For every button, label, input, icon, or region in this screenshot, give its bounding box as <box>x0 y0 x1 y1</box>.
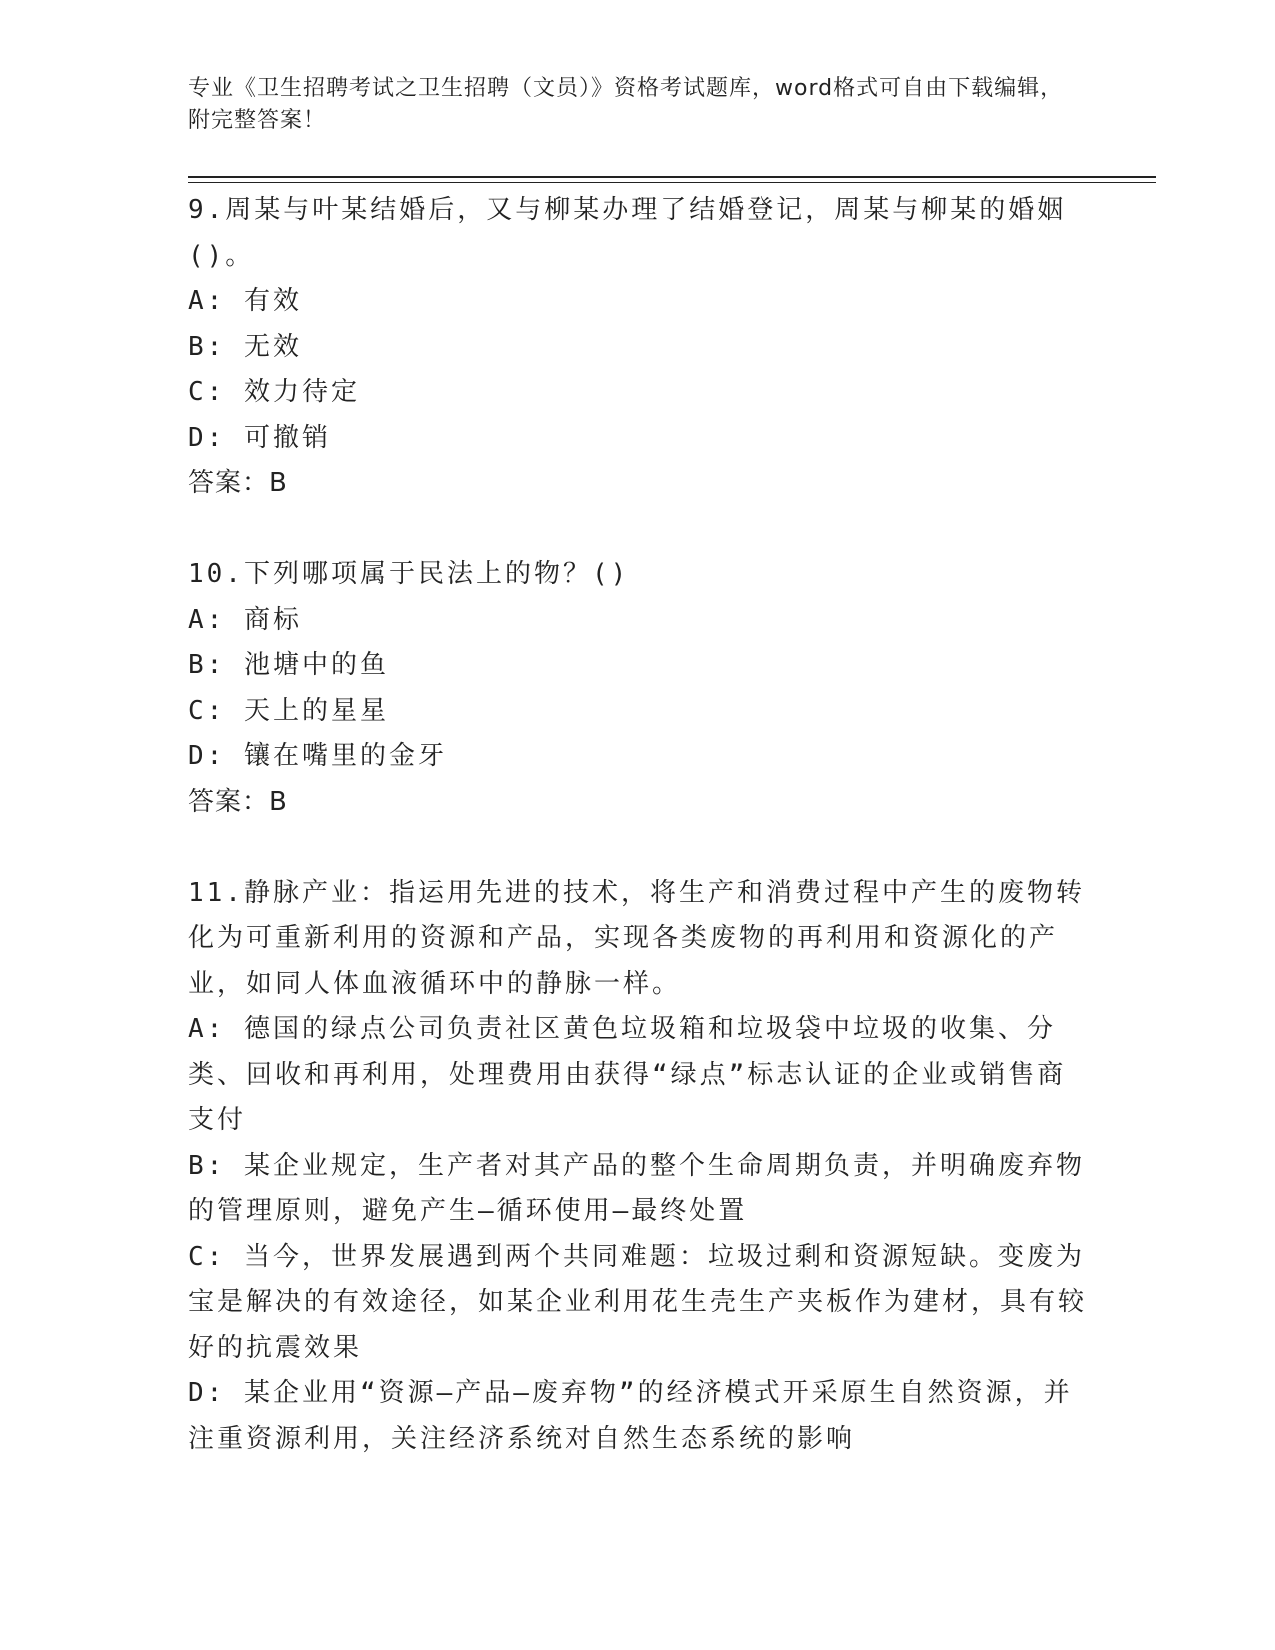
header-divider-thick <box>188 176 1156 178</box>
option-b: B: 某企业规定，生产者对其产品的整个生命周期负责，并明确废弃物的管理原则，避免产生—循环使用—最终处置 <box>188 1150 1085 1226</box>
header-divider-thin <box>188 182 1156 183</box>
option-d: D: 某企业用“资源—产品—废弃物”的经济模式开采原生自然资源，并注重资源利用，关注经济系统对自然生态系统的影响 <box>188 1378 1073 1454</box>
option-c: C: 天上的星星 <box>188 695 389 726</box>
option-d: D: 可撤销 <box>188 422 331 453</box>
question-stem: 9.周某与叶某结婚后，又与柳某办理了结婚登记，周某与柳某的婚姻()。 <box>188 195 1067 271</box>
question-stem: 11.静脉产业：指运用先进的技术，将生产和消费过程中产生的废物转化为可重新利用的资源和产品，实现各类废物的再利用和资源化的产业，如同人体血液循环中的静脉一样。 <box>188 877 1085 999</box>
option-a: A: 德国的绿点公司负责社区黄色垃圾箱和垃圾袋中垃圾的收集、分类、回收和再利用，处理费用由获得“绿点”标志认证的企业或销售商支付 <box>188 1014 1067 1135</box>
option-a: A: 商标 <box>188 604 302 635</box>
answer: 答案：B <box>188 786 288 817</box>
question-spacer <box>188 825 1088 871</box>
question-list <box>188 188 1088 1462</box>
question-stem: 10.下列哪项属于民法上的物？() <box>188 559 630 589</box>
question-spacer <box>188 507 1088 553</box>
option-b: B: 无效 <box>188 331 302 362</box>
answer: 答案：B <box>188 468 288 498</box>
option-b: B: 池塘中的鱼 <box>188 650 389 680</box>
option-c: C: 效力待定 <box>188 377 360 407</box>
option-a: A: 有效 <box>188 286 302 316</box>
option-c: C: 当今，世界发展遇到两个共同难题：垃圾过剩和资源短缺。变废为宝是解决的有效途径，如某企业利用花生壳生产夹板作为建材，具有较好的抗震效果 <box>188 1241 1088 1363</box>
question-10 <box>188 552 1088 825</box>
question-9 <box>188 188 1088 507</box>
option-d: D: 镶在嘴里的金牙 <box>188 741 447 771</box>
question-11 <box>188 871 1088 1463</box>
document-header: 专业《卫生招聘考试之卫生招聘（文员）》资格考试题库，word格式可自由下载编辑，附完整答案！ <box>188 76 1064 133</box>
